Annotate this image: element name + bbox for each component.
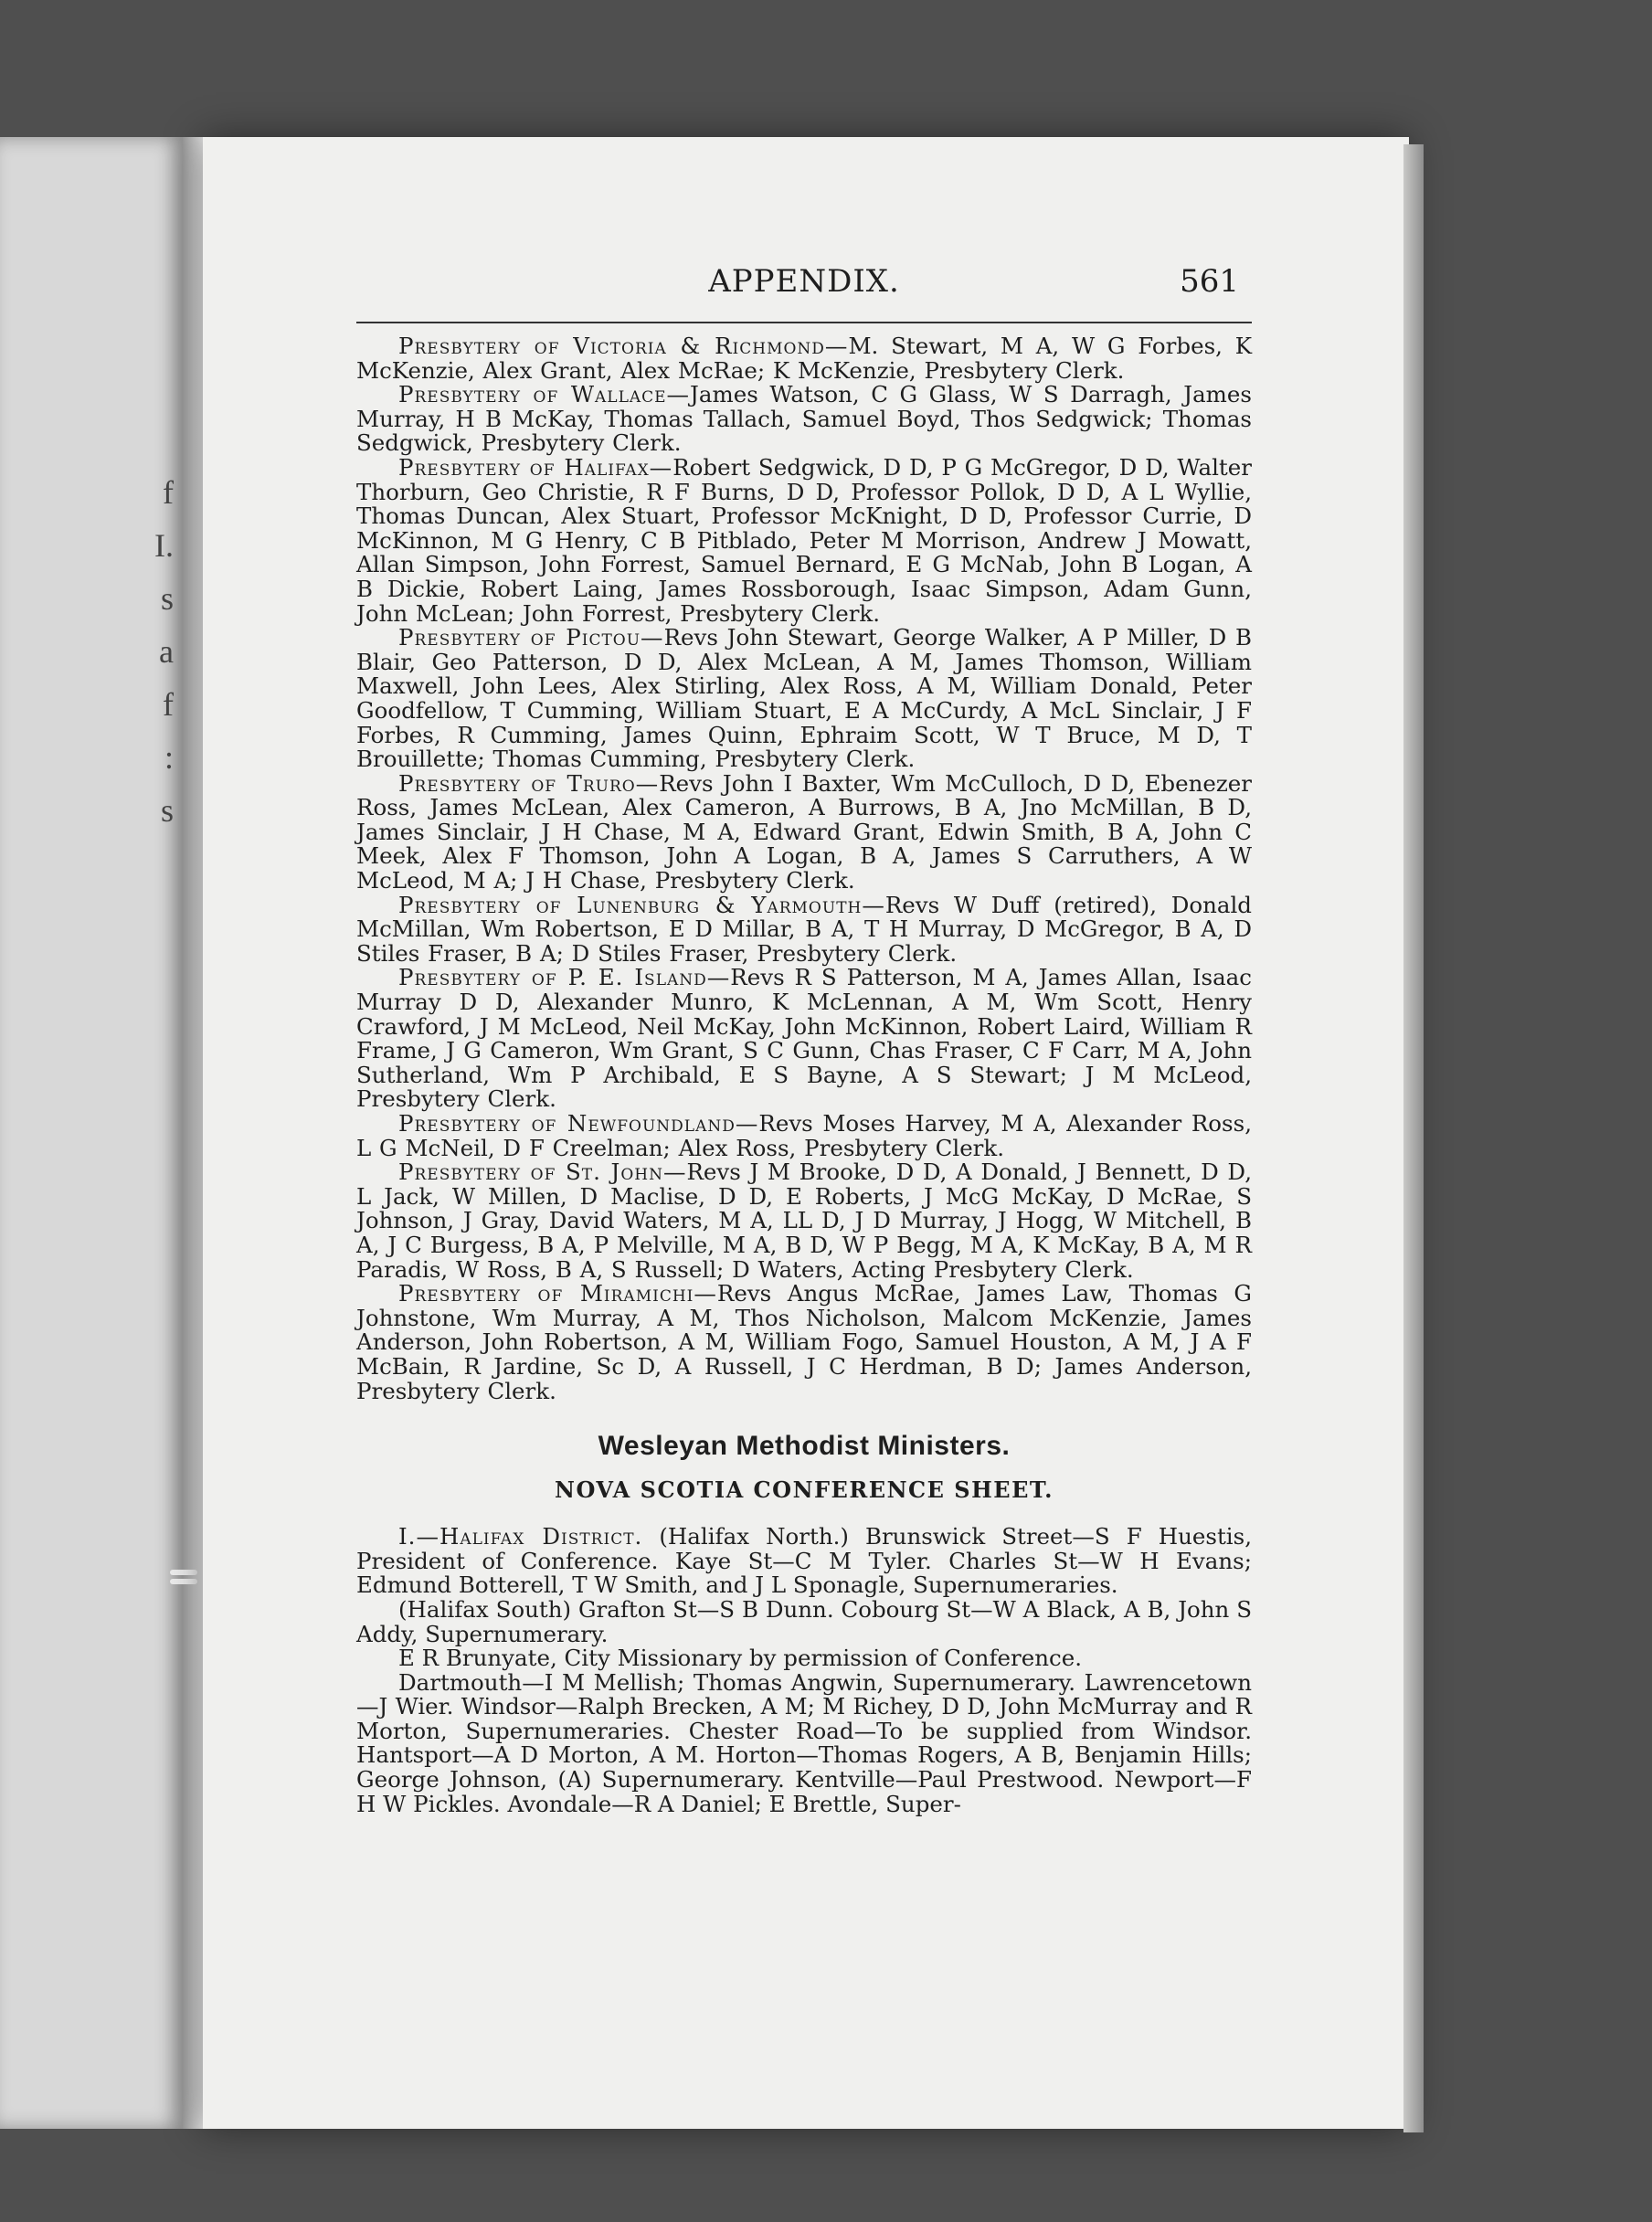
edge-fragment: f (163, 474, 174, 511)
presbytery-entry (356, 334, 1252, 383)
presbytery-name: Presbytery of Pictou— (398, 624, 664, 651)
section-title: Wesleyan Methodist Ministers. (598, 1431, 1011, 1462)
presbytery-members: James Watson, C G Glass, W S Darragh, James Murray, H B McKay, Thomas Tallach, Samuel Boyd, Thos Sedgwick; Thomas Sedgwick, Presbytery Clerk. (356, 381, 1252, 457)
district-paragraph (356, 1668, 1252, 1817)
presbytery-name: Presbytery of Newfoundland— (398, 1110, 759, 1137)
presbytery-name: Presbytery of P. E. Island— (398, 964, 731, 991)
district-text: Dartmouth—I M Mellish; Thomas Angwin, Supernumerary. Lawrencetown—J Wier. Windsor—Ralph Brecken, A M; M Richey, D D, John McMurray and R Morton, Supernumeraries. Chester Road—To be supplied from Windsor. Hantsport—A D Morton, A M. Horton—Thomas Rogers, A B, Benjamin Hills; George Johnson, (A) Supernumerary. Kentville—Paul Prestwood. Newport—F H W Pickles. Avondale—R A Daniel; E Brettle, Super- (356, 1668, 1252, 1817)
district-paragraph (356, 1595, 1252, 1647)
presbytery-entry (356, 1112, 1252, 1160)
header-rule (356, 322, 1252, 323)
edge-fragment: I. (154, 527, 174, 564)
presbytery-entry (356, 1282, 1252, 1403)
edge-fragment: f (163, 686, 174, 723)
presbytery-name: Presbytery of Halifax— (398, 453, 673, 481)
presbytery-name: Presbytery of Truro— (398, 769, 660, 797)
subsection-title: NOVA SCOTIA CONFERENCE SHEET. (555, 1476, 1054, 1504)
page-content (356, 259, 1252, 1816)
binding-stitch (170, 1570, 197, 1575)
presbytery-entry (356, 1160, 1252, 1282)
presbytery-entry (356, 453, 1252, 627)
presbytery-members: Revs Angus McRae, James Law, Thomas G Johnstone, Wm Murray, A M, Thos Nicholson, Malcom McKenzie, James Anderson, John Robertson, A M, William Fogo, Samuel Houston, A M, J A F McBain, R Jardine, Sc D, A Russell, J C Herdman, B D; James Anderson, Presbytery Clerk. (356, 1280, 1252, 1404)
edge-fragment: s (160, 580, 174, 617)
presbytery-members: M. Stewart, M A, W G Forbes, K McKenzie, Alex Grant, Alex McRae; K McKenzie, Presbytery Clerk. (356, 333, 1252, 384)
presbytery-entry (356, 769, 1252, 894)
presbytery-entry (356, 383, 1252, 456)
book-gutter (183, 137, 203, 2129)
presbytery-name: Presbytery of Wallace— (398, 381, 691, 408)
running-head: APPENDIX. (708, 263, 900, 300)
presbytery-entry (356, 626, 1252, 772)
district-text: E R Brunyate, City Missionary by permission of Conference. (398, 1645, 1083, 1672)
presbytery-members: Revs R S Patterson, M A, James Allan, Isaac Murray D D, Alexander Munro, K McLennan, A M, Wm Scott, Henry Crawford, J M McLeod, Neil McKay, John McKinnon, Robert Laird, William R Frame, J G Cameron, Wm Grant, S C Gunn, Chas Fraser, C F Carr, M A, John Sutherland, Wm P Archibald, E S Bayne, A S Stewart; J M McLeod, Presbytery Clerk. (356, 964, 1253, 1113)
presbytery-members: Robert Sedgwick, D D, P G McGregor, D D, Walter Thorburn, Geo Christie, R F Burns, D D, Professor Pollok, D D, A L Wyllie, Thomas Duncan, Alex Stuart, Professor McKnight, D D, Professor Currie, D McKinnon, M G Henry, C B Pitblado, Peter M Morrison, Andrew J Mowatt, Allan Simpson, John Forrest, Samuel Bernard, E G McNab, John B Logan, A B Dickie, Robert Laing, James Rossborough, Isaac Simpson, Adam Gunn, John McLean; John Forrest, Presbytery Clerk. (356, 453, 1252, 627)
presbytery-name: Presbytery of Miramichi— (398, 1280, 717, 1307)
conference-sheet (356, 1525, 1252, 1816)
presbytery-name: Presbytery of Lunenburg & Yarmouth— (398, 891, 885, 918)
edge-fragment: a (159, 633, 174, 670)
district-paragraph (356, 1646, 1252, 1671)
presbytery-entry (356, 966, 1252, 1112)
district-name: I.—Halifax District. (398, 1523, 643, 1550)
page-stack-edge (1403, 144, 1424, 2132)
page-number: 561 (1180, 263, 1239, 300)
binding-stitch (170, 1579, 197, 1584)
book-page (203, 137, 1409, 2129)
presbytery-members: Revs J M Brooke, D D, A Donald, J Bennett, D D, L Jack, W Millen, D Maclise, D D, E Roberts, J McG McKay, D McRae, S Johnson, J Gray, David Waters, M A, LL D, J D Murray, J Hogg, W Mitchell, B A, J C Burgess, B A, P Melville, M A, B D, W P Begg, M A, K McKay, B A, M R Paradis, W Ross, B A, S Russell; D Waters, Acting Presbytery Clerk. (356, 1159, 1252, 1283)
presbytery-members: Revs John Stewart, George Walker, A P Miller, D B Blair, Geo Patterson, D D, Alex McLean, A M, James Thomson, William Maxwell, John Lees, Alex Stirling, Alex Ross, A M, William Donald, Peter Goodfellow, T Cumming, William Stuart, E A McCurdy, A McL Sinclair, J F Forbes, R Cumming, James Quinn, Ephraim Scott, W T Bruce, M D, T Brouillette; Thomas Cumming, Presbytery Clerk. (356, 624, 1252, 773)
district-text: (Halifax South) Grafton St—S B Dunn. Cobourg St—W A Black, A B, John S Addy, Supernumerary. (356, 1595, 1252, 1647)
presbytery-name: Presbytery of Victoria & Richmond— (398, 333, 849, 359)
edge-fragment: : (164, 739, 174, 776)
presbytery-members: Revs John I Baxter, Wm McCulloch, D D, Ebenezer Ross, James McLean, Alex Cameron, A Burrows, B A, Jno McMillan, B D, James Sinclair, J H Chase, M A, Edward Grant, Edwin Smith, B A, John C Meek, Alex F Thomson, John A Logan, B A, James S Carruthers, A W McLeod, M A; J H Chase, Presbytery Clerk. (356, 769, 1252, 894)
left-page-edge-text (154, 466, 174, 837)
left-page (0, 137, 183, 2129)
district-paragraph (356, 1525, 1252, 1598)
presbytery-list (356, 334, 1252, 1403)
presbytery-members: Revs Moses Harvey, M A, Alexander Ross, L G McNeil, D F Creelman; Alex Ross, Presbytery Clerk. (356, 1110, 1252, 1161)
edge-fragment: s (160, 792, 174, 829)
presbytery-name: Presbytery of St. John— (398, 1159, 687, 1186)
presbytery-members: Revs W Duff (retired), Donald McMillan, Wm Robertson, E D Millar, B A, T H Murray, D McGregor, B A, D Stiles Fraser, B A; D Stiles Fraser, Presbytery Clerk. (356, 891, 1252, 967)
page-header (356, 259, 1252, 312)
district-text: (Halifax North.) Brunswick Street—S F Huestis, President of Conference. Kaye St—C M Tyler. Charles St—W H Evans; Edmund Botterell, T W Smith, and J L Sponagle, Supernumeraries. (356, 1523, 1252, 1599)
presbytery-entry (356, 891, 1252, 967)
